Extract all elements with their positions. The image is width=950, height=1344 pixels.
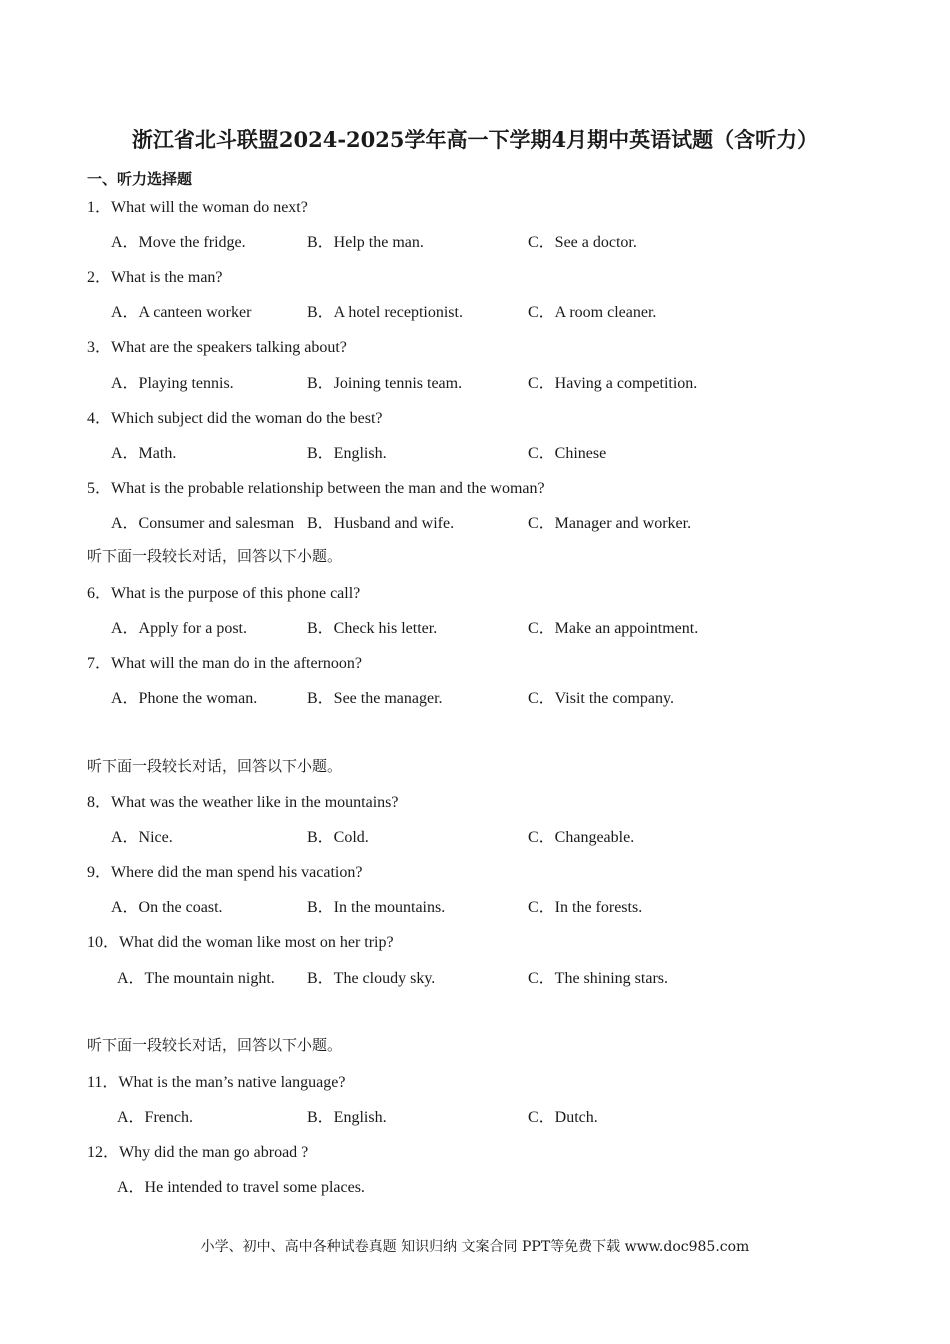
option-c: C．Chinese bbox=[528, 445, 607, 462]
question-stem: 2．What is the man? bbox=[87, 269, 223, 286]
option-c: C．Manager and worker. bbox=[528, 515, 692, 532]
option-a: A．A canteen worker bbox=[111, 304, 252, 321]
option-c: C．A room cleaner. bbox=[528, 304, 657, 321]
option-a: A．Move the fridge. bbox=[111, 234, 246, 251]
question-stem: 3．What are the speakers talking about? bbox=[87, 339, 347, 356]
option-b: B．Joining tennis team. bbox=[307, 375, 463, 392]
option-b: B．See the manager. bbox=[307, 690, 443, 707]
option-b: B．Check his letter. bbox=[307, 620, 438, 637]
option-b: B．A hotel receptionist. bbox=[307, 304, 463, 321]
option-b: B．Cold. bbox=[307, 829, 369, 846]
question-stem: 6．What is the purpose of this phone call? bbox=[87, 585, 361, 602]
option-b: B．Help the man. bbox=[307, 234, 424, 251]
option-c: C．Changeable. bbox=[528, 829, 635, 846]
page-footer: 小学、初中、高中各种试卷真题 知识归纳 文案合同 PPT等免费下载 www.doc985.com bbox=[200, 1239, 750, 1255]
option-a: A．On the coast. bbox=[111, 899, 223, 916]
option-c: C．Having a competition. bbox=[528, 375, 698, 392]
option-c: C．The shining stars. bbox=[528, 970, 668, 987]
instruction-text: 听下面一段较长对话，回答以下小题。 bbox=[87, 1036, 343, 1054]
option-a: A．He intended to travel some places. bbox=[117, 1179, 365, 1196]
option-c: C．See a doctor. bbox=[528, 234, 637, 251]
option-c: C．Dutch. bbox=[528, 1109, 598, 1126]
instruction-text: 听下面一段较长对话，回答以下小题。 bbox=[87, 547, 343, 565]
section-heading: 一、听力选择题 bbox=[87, 170, 193, 188]
question-stem: 7．What will the man do in the afternoon? bbox=[87, 655, 363, 672]
option-b: B．English. bbox=[307, 1109, 387, 1126]
page-title: 浙江省北斗联盟2024-2025学年高一下学期4月期中英语试题（含听力） bbox=[131, 127, 819, 152]
option-b: B．In the mountains. bbox=[307, 899, 446, 916]
option-b: B．Husband and wife. bbox=[307, 515, 455, 532]
option-a: A．Playing tennis. bbox=[111, 375, 234, 392]
option-c: C．In the forests. bbox=[528, 899, 643, 916]
option-a: A．Nice. bbox=[111, 829, 173, 846]
option-a: A．Phone the woman. bbox=[111, 690, 258, 707]
question-stem: 11．What is the man’s native language? bbox=[87, 1074, 346, 1091]
question-stem: 10．What did the woman like most on her trip? bbox=[87, 934, 394, 951]
option-a: A．Math. bbox=[111, 445, 177, 462]
question-stem: 4．Which subject did the woman do the best? bbox=[87, 410, 383, 427]
option-b: B．English. bbox=[307, 445, 387, 462]
option-b: B．The cloudy sky. bbox=[307, 970, 436, 987]
option-c: C．Make an appointment. bbox=[528, 620, 699, 637]
question-stem: 5．What is the probable relationship between the man and the woman? bbox=[87, 480, 545, 497]
instruction-text: 听下面一段较长对话，回答以下小题。 bbox=[87, 757, 343, 775]
option-c: C．Visit the company. bbox=[528, 690, 674, 707]
option-a: A．Apply for a post. bbox=[111, 620, 247, 637]
option-a: A．Consumer and salesman bbox=[111, 515, 295, 532]
question-stem: 1．What will the woman do next? bbox=[87, 199, 308, 216]
question-stem: 8．What was the weather like in the mountains? bbox=[87, 794, 399, 811]
option-a: A．French. bbox=[117, 1109, 193, 1126]
question-stem: 9．Where did the man spend his vacation? bbox=[87, 864, 363, 881]
option-a: A．The mountain night. bbox=[117, 970, 275, 987]
question-stem: 12．Why did the man go abroad ? bbox=[87, 1144, 309, 1161]
